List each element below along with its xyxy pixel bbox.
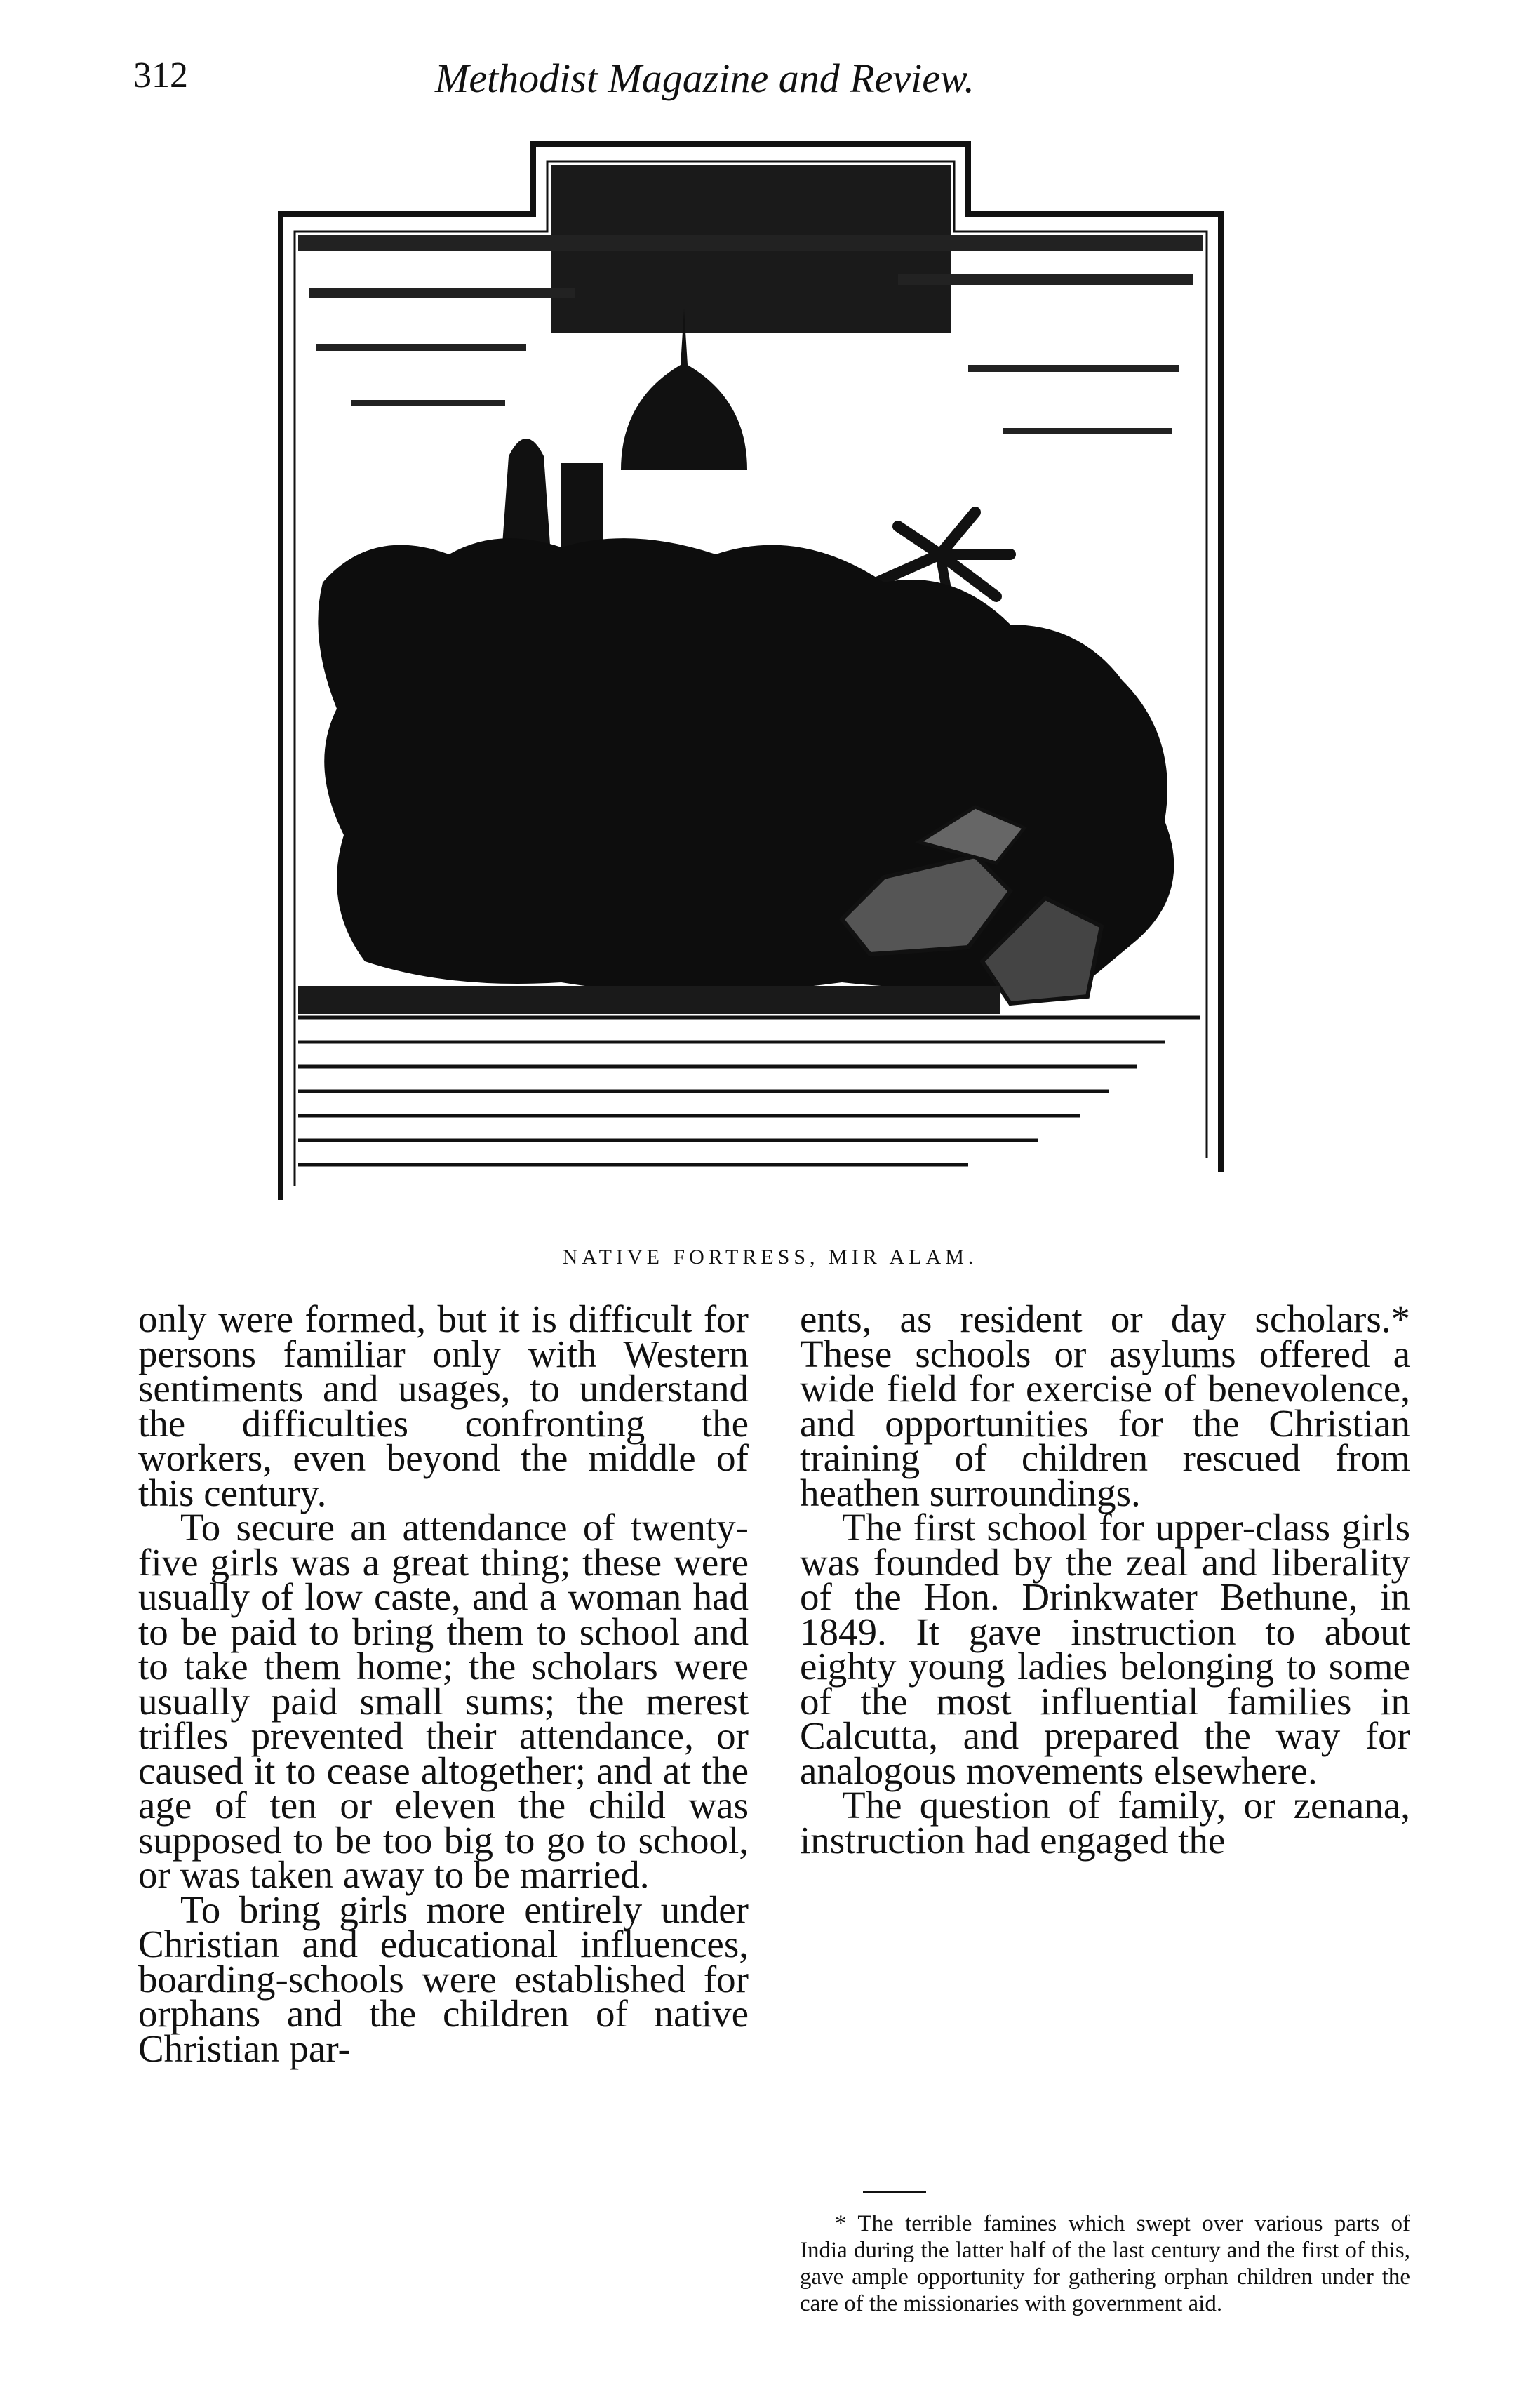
running-title: Methodist Magazine and Review. <box>435 55 975 101</box>
left-paragraph-1: only were formed, but it is difficult for persons familiar only with Western sentiments and usages, to understand the difficulties confronting the workers, even beyond the middle of this century. <box>138 1297 749 1514</box>
footnote-rule <box>863 2191 926 2193</box>
page-number: 312 <box>133 55 188 95</box>
left-paragraph-2: To secure an attendance of twenty-five girls was a great thing; these were usually of low caste, and a woman had to be paid to bring them to school and to take them home; the scholars were usually paid small sums; the merest trifles prevented their attendance, or caused it to cease altogether; and at the age of ten or eleven the child was supposed to be too big to go to school, or was taken away to be married. <box>138 1506 749 1896</box>
footnote: * The terrible famines which swept over various parts of India during the latter half of the last century and the first of this, gave ample opportunity for gathering orphan children under the care of the missionaries with government aid. <box>800 2211 1410 2316</box>
figure-caption: NATIVE FORTRESS, MIR ALAM. <box>562 1246 978 1269</box>
left-column <box>138 1297 749 2070</box>
left-paragraph-3: To bring girls more entirely under Christian and educational influences, boarding-schools were established for orphans and the children of native Christian par- <box>138 1888 749 2070</box>
right-paragraph-2: The first school for upper-class girls was founded by the zeal and liberality of the Hon. Drinkwater Bethune, in 1849. It gave instruction to about eighty young ladies belonging to some of the most influential families in Calcutta, and prepared the way for analogous movements elsewhere. <box>800 1506 1410 1792</box>
right-paragraph-3: The question of family, or zenana, instruction had engaged the <box>800 1784 1410 1862</box>
engraving-illustration <box>267 133 1242 1214</box>
right-paragraph-1: ents, as resident or day scholars.* These schools or asylums offered a wide field for exercise of benevolence, and opportunities for the Christian training of children rescued from heathen surroundings. <box>800 1297 1410 1514</box>
right-column <box>800 1297 1410 1862</box>
